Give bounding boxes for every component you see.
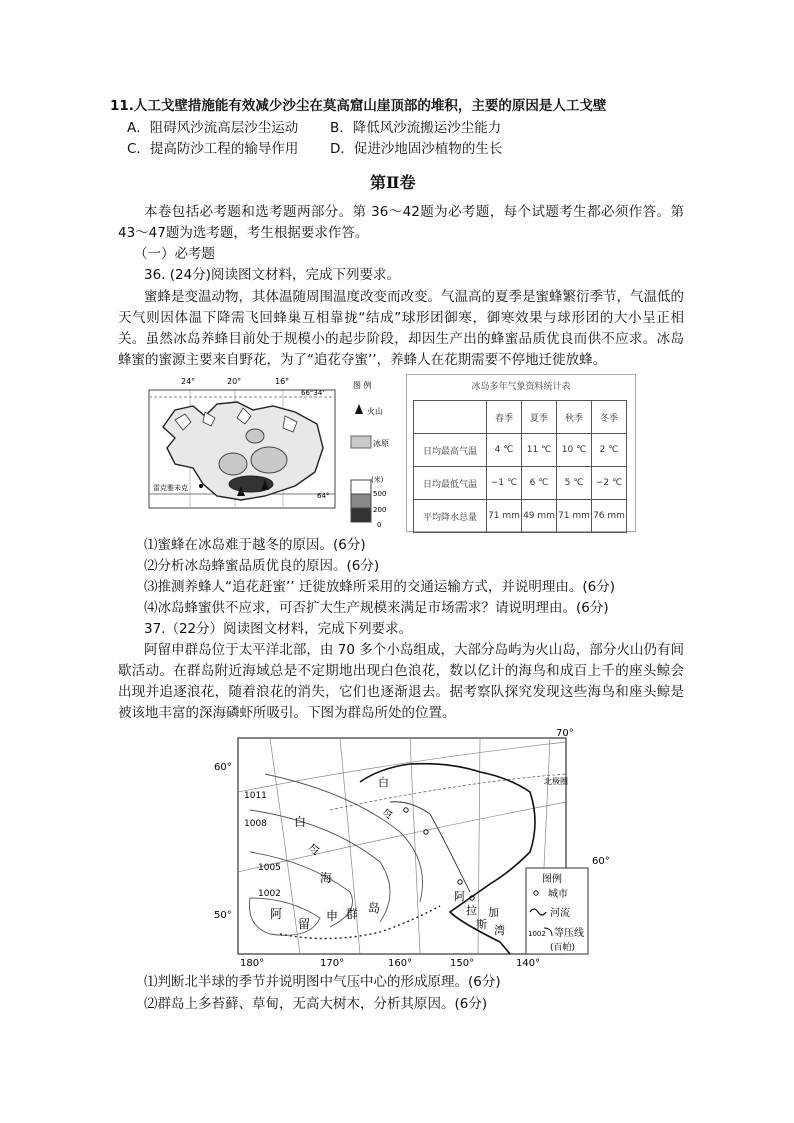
legend-city: 城市 [548,889,568,900]
table-header: 夏季 [522,401,557,434]
strait-label: 令 [382,808,393,821]
isobar-label: 1008 [244,819,267,829]
q11-option-b: B．降低风沙流搬运沙尘能力 [330,120,502,136]
bay-label: 湾 [494,924,505,937]
island-label: 群 [346,907,359,921]
q36-stem: 36. (24分)阅读图文材料，完成下列要求。 [144,267,400,283]
section-intro: 本卷包括必考题和选考题两部分。第 36～42题为必考题，每个试题考生都必须作答。第43～47题为选考题，考生根据要求作答。 [118,204,684,241]
table-cell: 49 mm [522,500,557,533]
table-cell [414,401,487,434]
table-header: 秋季 [557,401,592,434]
legend-title: 图 例 [353,381,372,390]
legend-glacier: 冰原 [373,439,389,448]
sea-label: 白 [294,815,307,829]
table-cell: 76 mm [592,500,627,533]
climate-table-panel [406,374,636,532]
legend-title: 图例 [542,874,562,885]
lon-label: 140° [516,958,541,969]
q36-sub3: ⑶推测养蜂人“追花赶蜜’’ 迁徙放蜂所采用的交通运输方式，并说明理由。(6分) [144,579,615,595]
aleutian-map [210,722,620,970]
lat-label: 66°34' [301,389,325,397]
q36-sub4: ⑷冰岛蜂蜜供不应求，可否扩大生产规模来满足市场需求？请说明理由。(6分) [144,600,609,616]
q36-sub2: ⑵分析冰岛蜂蜜品质优良的原因。(6分) [144,558,380,574]
legend-unit: (米) [371,476,384,484]
q11-option-a: A．阻碍风沙流高层沙尘运动 [127,120,299,136]
table-cell: 5 ℃ [557,467,592,500]
table-cell: 11 ℃ [522,434,557,467]
legend-elev: 500 [373,490,387,498]
q37-sub1: ⑴判断北半球的季节并说明图中气压中心的形成原理。(6分) [144,974,501,990]
table-cell: −2 ℃ [592,467,627,500]
table-header: 春季 [487,401,522,434]
arctic-circle-label: 北极圈 [544,777,568,786]
table-cell: 平均降水总量 [414,500,487,533]
q11-stem: 11.人工戈壁措施能有效减少沙尘在莫高窟山崖顶部的堆积，主要的原因是人工戈壁 [110,98,607,114]
q37-stem: 37.（22分）阅读图文材料，完成下列要求。 [144,621,413,637]
lon-label: 20° [227,377,242,386]
lon-label: 170° [320,958,345,969]
lat-label: 50° [214,910,232,921]
section-title: 第Ⅱ卷 [370,173,416,192]
lon-label: 24° [181,377,196,386]
table-cell: 10 ℃ [557,434,592,467]
legend-isobar-unit: (百帕) [550,943,576,953]
table-cell: 2 ℃ [592,434,627,467]
table-row [414,401,627,434]
bay-label: 阿 [454,890,465,903]
climate-table [413,400,627,533]
legend-isobar-value: 1002 [528,930,546,938]
table-cell: 4 ℃ [487,434,522,467]
q11-option-c: C．提高防沙工程的输导作用 [127,141,299,157]
lon-label: 70° [556,728,574,739]
legend-elev: 0 [377,521,382,529]
bay-label: 拉 [466,904,477,917]
island-label: 阿 [270,907,283,921]
lat-label: 60° [214,762,232,773]
strait-label: 白 [378,776,389,789]
q36-sub1: ⑴蜜蜂在冰岛难于越冬的原因。(6分) [144,537,366,553]
bay-label: 斯 [476,918,487,931]
required-label: （一）必考题 [134,246,215,262]
city-label: 雷克雅未克 [153,484,188,492]
q37-material: 阿留申群岛位于太平洋北部，由 70 多个小岛组成，大部分岛屿为火山岛，部分火山仍有间歇活动。在群岛附近海域总是不定期地出现白色浪花，数以亿计的海鸟和成百上千的座头鲸会出现并追逐浪花，随着浪花的消失，它们也逐渐退去。据考察队探究发现这些海鸟和座头鲸是被该地丰富的深海磷虾所吸引。下图为群岛所处的位置。 [118,642,684,721]
table-row [414,467,627,500]
table-cell: 日均最低气温 [414,467,487,500]
legend-river: 河流 [550,908,570,919]
table-cell: 6 ℃ [522,467,557,500]
lat-label: 60° [592,856,610,867]
legend-volcano: 火山 [367,407,383,416]
table-header: 冬季 [592,401,627,434]
q11-option-d: D．促进沙地固沙植物的生长 [330,141,503,157]
lat-label: 64° [317,492,330,500]
isobar-label: 1002 [258,889,281,899]
island-label: 留 [298,917,311,931]
table-row [414,500,627,533]
legend-isobar: 等压线 [554,928,584,939]
isobar-label: 1005 [258,863,281,873]
lon-label: 160° [388,958,413,969]
lon-label: 180° [240,958,265,969]
legend-elev: 200 [373,506,387,514]
sea-label: 海 [320,871,333,885]
sea-label: 令 [308,843,321,857]
q37-sub2: ⑵群岛上多苔藓、草甸，无高大树木，分析其原因。(6分) [144,996,488,1012]
table-cell: 71 mm [557,500,592,533]
island-label: 岛 [368,901,381,915]
glacier-swatch [351,436,371,448]
lon-label: 150° [450,958,475,969]
table-row [414,434,627,467]
isobar-label: 1011 [244,791,267,801]
iceland-map [145,372,389,530]
q36-material: 蜜蜂是变温动物，其体温随周围温度改变而改变。气温高的夏季是蜜蜂繁衍季节，气温低的天气则因体温下降需飞回蜂巢互相靠拢“结成”球形团御寒，御寒效果与球形团的大小呈正相关。虽然冰岛养蜂目前处于规模小的起步阶段，却因生产出的蜂蜜品质优良而供不应求。冰岛蜂蜜的蜜源主要来自野花，为了“追花夺蜜’’，养蜂人在花期需要不停地迁徙放蜂。 [118,289,684,368]
table-cell: 日均最高气温 [414,434,487,467]
bay-label: 加 [488,906,499,919]
lon-label: 16° [275,377,290,386]
island-label: 申 [326,909,339,923]
climate-table-title: 冰岛多年气象资料统计表 [471,382,571,392]
table-cell: 71 mm [487,500,522,533]
table-cell: −1 ℃ [487,467,522,500]
